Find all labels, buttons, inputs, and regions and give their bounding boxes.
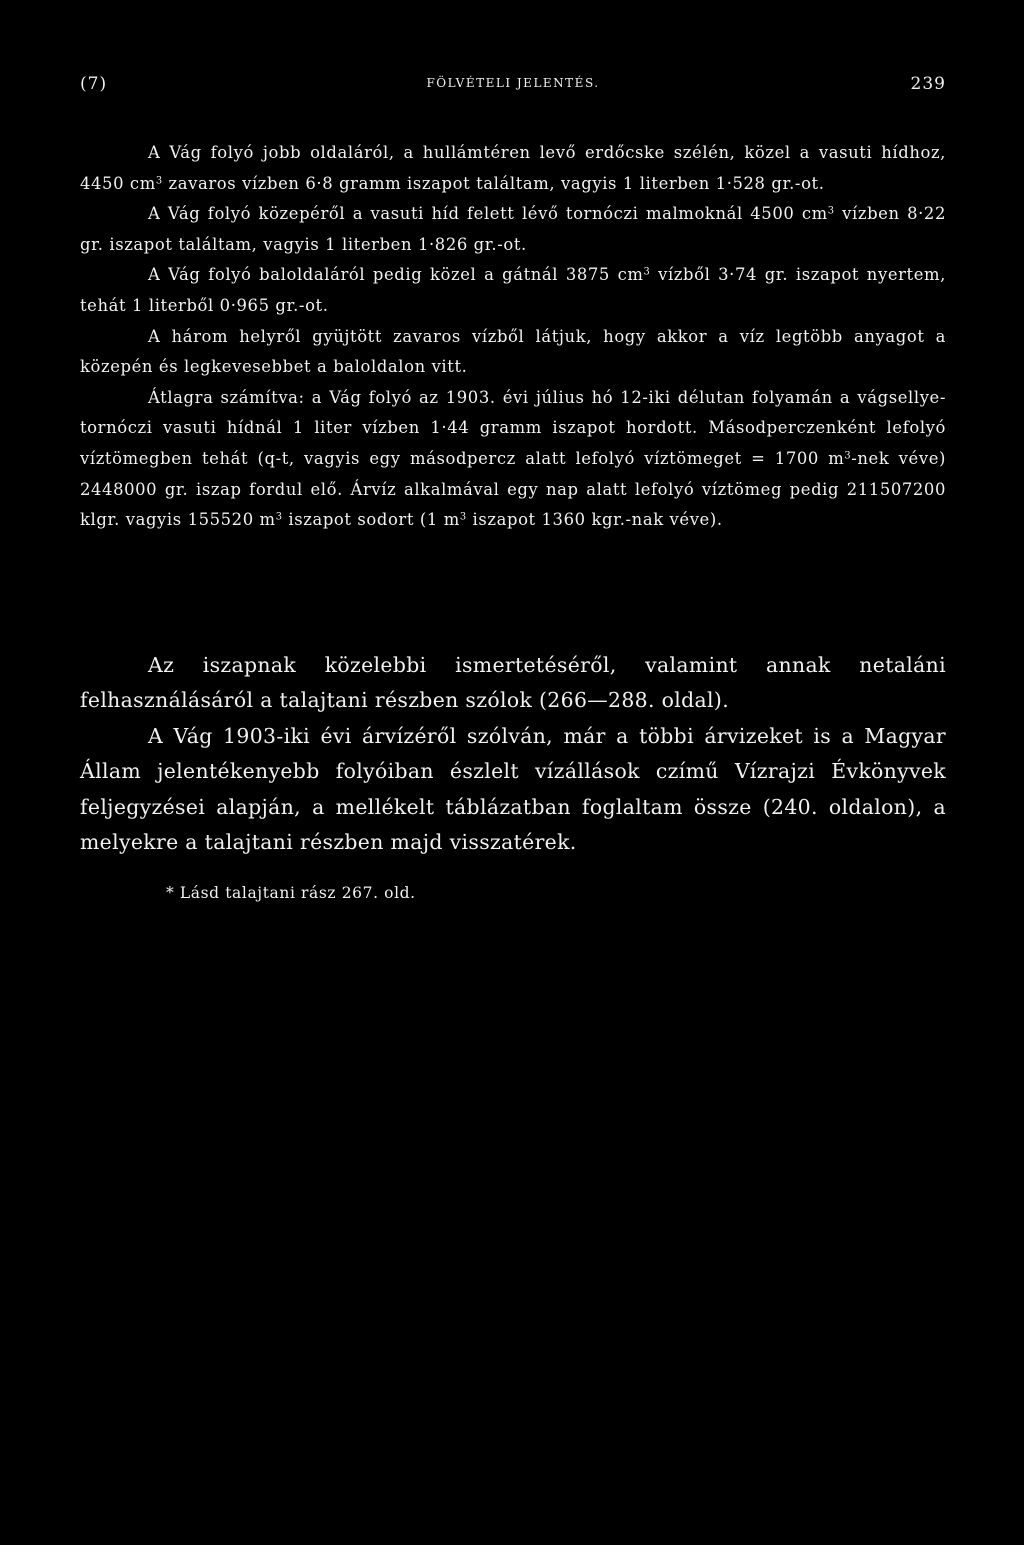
paragraph-arviz: A Vág 1903-iki évi árvízéről szólván, már a többi árvizeket is a Magyar Állam jelentékenyebb folyóiban észlelt vízállások czímű Vízrajzi Évkönyvek feljegyzései alapján, a mellékelt táblázatban foglaltam össze (240. oldalon), a melyekre a talajtani részben majd visszatérek. [80, 723, 946, 855]
footnote: * Lásd talajtani rász 267. old. [166, 884, 416, 902]
paragraph-iszap: Az iszapnak közelebbi ismertetéséről, valamint annak netaláni felhasználásáról a talajtani részben szólok (266—288. oldal). [80, 653, 946, 713]
paragraph-comparison: A három helyről gyüjtött zavaros vízből látjuk, hogy akkor a víz legtöbb anyagot a közepén és legkevesebbet a baloldalon vitt. [80, 326, 946, 377]
paragraph-middle: A Vág folyó közepéről a vasuti híd felett lévő tornóczi malmoknál 4500 $cm^3$ vízben 8·22 gr. iszapot találtam, vagyis 1 literben 1·826 gr.-ot. [80, 204, 946, 254]
running-title: FÖLVÉTELI JELENTÉS. [426, 76, 600, 90]
measurement-report [80, 138, 946, 536]
page-header [80, 74, 946, 98]
main-text [80, 648, 946, 860]
page-marker: (7) [80, 74, 108, 94]
paragraph-average: Átlagra számítva: a Vág folyó az 1903. évi július hó 12-iki délutan folyamán a vágsellye-tornóczi vasuti hídnál 1 liter vízben 1·44 gramm iszapot hordott. Másodperczenként lefolyó víztömegben tehát (q-t, vagyis egy másodpercz alatt lefolyó víztömeget = 1700 $m^3$-nek véve) 2448000 gr. iszap fordul elő. Árvíz alkalmával egy nap alatt lefolyó víztömeg pedig 211507200 klgr. vagyis 155520 $m^3$ iszapot sodort (1 $m^3$ iszapot 1360 kgr.-nak véve). [80, 387, 946, 530]
page-number: 239 [910, 74, 946, 94]
paragraph-left-bank: A Vág folyó baloldaláról pedig közel a gátnál 3875 $cm^3$ vízből 3·74 gr. iszapot nyertem, tehát 1 literből 0·965 gr.-ot. [80, 265, 946, 315]
book-page [80, 0, 946, 1545]
paragraph-right-bank: A Vág folyó jobb oldaláról, a hullámtéren levő erdőcske szélén, közel a vasuti hídhoz, 4450 $cm^3$ zavaros vízben 6·8 gramm iszapot találtam, vagyis 1 literben 1·528 gr.-ot. [80, 143, 946, 193]
